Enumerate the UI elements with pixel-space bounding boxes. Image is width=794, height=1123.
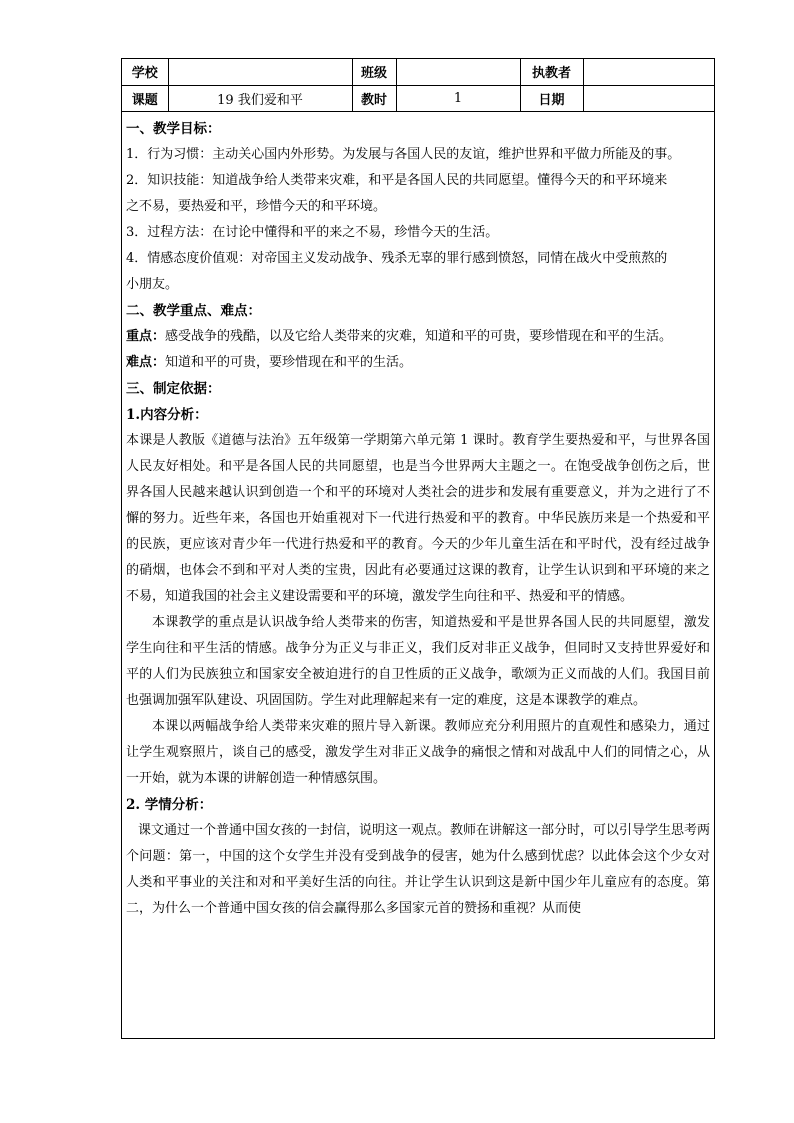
difficult-point-text: 知道和平的可贵，要珍惜现在和平的生活。 bbox=[165, 354, 413, 370]
goal-1: 1．行为习惯：主动关心国内外形势。为发展与各国人民的友谊，维护世界和平做力所能及的事。 bbox=[126, 146, 681, 162]
school-field[interactable] bbox=[168, 59, 352, 85]
hours-field[interactable]: 1 bbox=[396, 85, 520, 111]
content-analysis-paragraph-1: 本课是人教版《道德与法治》五年级第一学期第六单元第 1 课时。教育学生要热爱和平，与世界各国人民友好相处。和平是各国人民的共同愿望，也是当今世界两大主题之一。在饱受战争创伤之后，世界各国人民越来越认识到创造一个和平的环境对人类社会的进步和发展有重要意义，并为之进行了不懈的努力。近些年来，各国也开始重视对下一代进行热爱和平的教育。中华民族历来是一个热爱和平的民族，更应该对青少年一代进行热爱和平的教育。今天的少年儿童生活在和平时代，没有经过战争的硝烟，也体会不到和平对人类的宝贵，因此有必要通过这课的教育，让学生认识到和平环境的来之不易，知道我国的社会主义建设需要和平的环境，激发学生向往和平、热爱和平的情感。 bbox=[126, 432, 710, 604]
content-analysis-paragraph-3: 本课以两幅战争给人类带来灾难的照片导入新课。教师应充分利用照片的直观性和感染力，通过让学生观察照片，谈自己的感受，激发学生对非正义战争的痛恨之情和对战乱中人们的同情之心，从一开始，就为本课的讲解创造一种情感氛围。 bbox=[126, 718, 710, 786]
key-point bbox=[126, 324, 710, 350]
header-row-2 bbox=[122, 85, 714, 111]
header-table bbox=[122, 59, 714, 112]
key-point-label: 重点： bbox=[126, 328, 166, 344]
hours-label: 教时 bbox=[352, 85, 396, 111]
content-analysis-paragraph-2: 本课教学的重点是认识战争给人类带来的伤害，知道热爱和平是世界各国人民的共同愿望，激发学生向往和平生活的情感。战争分为正义与非正义，我们反对非正义战争，但同时又支持世界爱好和平的人们为民族独立和国家安全被迫进行的自卫性质的正义战争，歌颂为正义而战的人们。我国目前也强调加强军队建设、巩固国防。学生对此理解起来有一定的难度，这是本课教学的难点。 bbox=[126, 614, 710, 708]
topic-field[interactable]: 19 我们爱和平 bbox=[168, 85, 352, 111]
section-title-key-points: 二、教学重点、难点： bbox=[126, 302, 261, 319]
teacher-field[interactable] bbox=[583, 59, 714, 85]
date-field[interactable] bbox=[583, 85, 714, 111]
goal-4-line-2: 小朋友。 bbox=[126, 276, 179, 292]
key-point-text: 感受战争的残酷，以及它给人类带来的灾难，知道和平的可贵，要珍惜现在和平的生活。 bbox=[165, 328, 673, 344]
topic-label: 课题 bbox=[122, 85, 168, 111]
lesson-plan-sheet bbox=[121, 58, 715, 1039]
goal-4-line-1: 4．情感态度价值观：对帝国主义发动战争、残杀无辜的罪行感到愤怒，同情在战火中受煎熬的 bbox=[126, 250, 668, 266]
difficult-point bbox=[126, 350, 710, 376]
goal-3: 3．过程方法：在讨论中懂得和平的来之不易，珍惜今天的生活。 bbox=[126, 224, 499, 240]
difficult-point-label: 难点： bbox=[126, 354, 166, 370]
teacher-label: 执教者 bbox=[520, 59, 583, 85]
lesson-body bbox=[122, 112, 714, 922]
section-title-goals: 一、教学目标： bbox=[126, 120, 221, 137]
goal-2-line-2: 之不易，要热爱和平，珍惜今天的和平环境。 bbox=[126, 198, 387, 214]
learner-analysis-paragraph: 课文通过一个普通中国女孩的一封信，说明这一观点。教师在讲解这一部分时，可以引导学生思考两个问题：第一，中国的这个女学生并没有受到战争的侵害，她为什么感到忧虑？以此体会这个少女对人类和平事业的关注和对和平美好生活的向往。并让学生认识到这是新中国少年儿童应有的态度。第二，为什么一个普通中国女孩的信会赢得那么多国家元首的赞扬和重视？从而使 bbox=[126, 822, 711, 916]
subsection-learner-analysis: 2. 学情分析： bbox=[126, 796, 213, 813]
header-row-1 bbox=[122, 59, 714, 85]
school-label: 学校 bbox=[122, 59, 168, 85]
subsection-content-analysis: 1.内容分析： bbox=[126, 406, 208, 423]
class-field[interactable] bbox=[396, 59, 520, 85]
goal-2-line-1: 2．知识技能：知道战争给人类带来灾难，和平是各国人民的共同愿望。懂得今天的和平环境来 bbox=[126, 172, 668, 188]
section-title-basis: 三、制定依据： bbox=[126, 380, 221, 397]
date-label: 日期 bbox=[520, 85, 583, 111]
class-label: 班级 bbox=[352, 59, 396, 85]
